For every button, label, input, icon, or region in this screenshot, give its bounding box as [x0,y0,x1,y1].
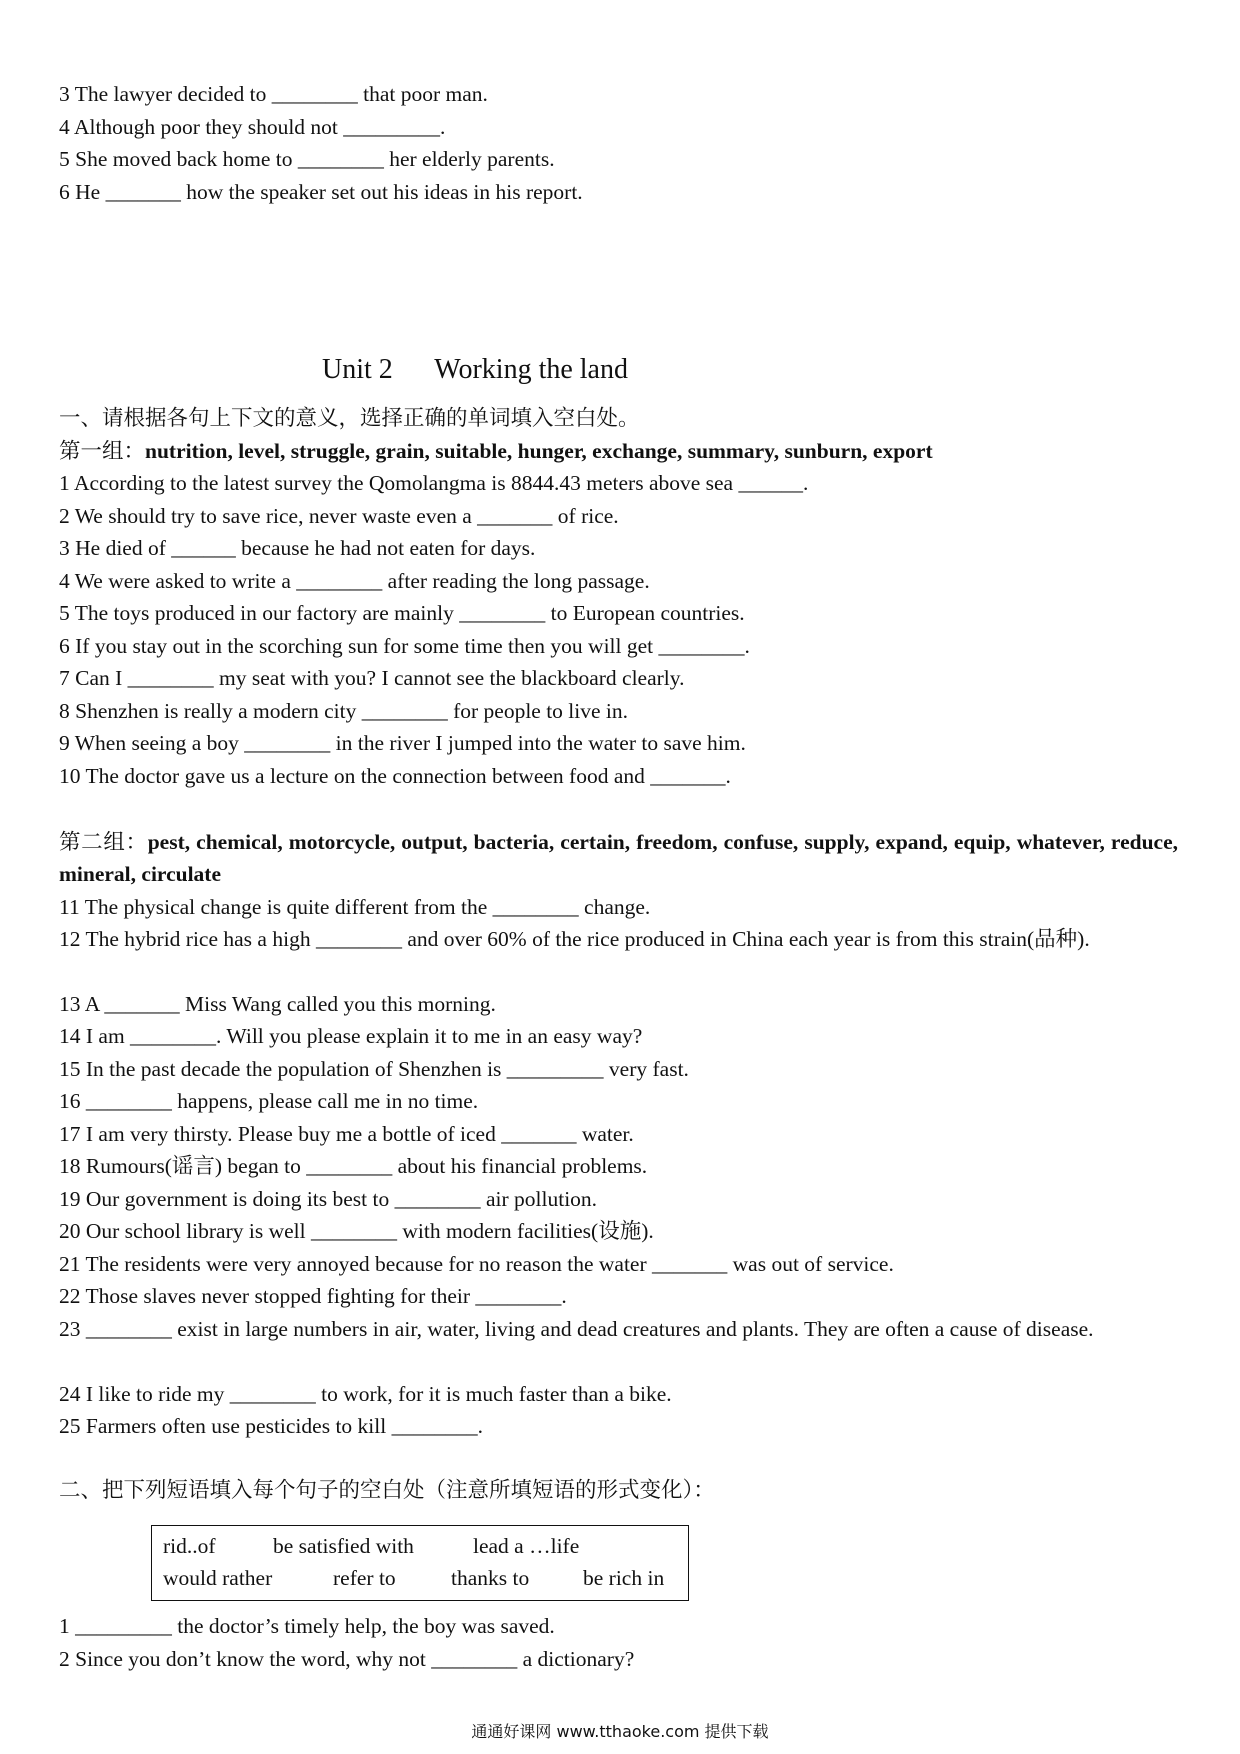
exercise-item: 16 ________ happens, please call me in no time. [59,1089,479,1113]
group-2-word-list [59,826,1178,890]
phrase: rid..of [163,1534,216,1558]
exercise-item: 18 Rumours(谣言) began to ________ about his financial problems. [59,1154,648,1178]
word-bank: pest, chemical, motorcycle, output, bacteria, certain, freedom, confuse, supply, expand, equip, whatever, reduce, mineral, circulate [59,830,1178,886]
exercise-item: 2 We should try to save rice, never waste even a _______ of rice. [59,504,619,528]
exercise-item: 12 The hybrid rice has a high ________ and over 60% of the rice produced in China each year is from this strain(品种). [59,927,1090,951]
exercise-item: 23 ________ exist in large numbers in air, water, living and dead creatures and plants. They are often a cause of disease. [59,1317,1094,1341]
exercise-item: 3 He died of ______ because he had not eaten for days. [59,536,536,560]
exercise-item: 24 I like to ride my ________ to work, for it is much faster than a bike. [59,1382,672,1406]
exercise-item: 20 Our school library is well ________ with modern facilities(设施). [59,1219,654,1243]
exercise-item: 6 He _______ how the speaker set out his ideas in his report. [59,180,583,204]
exercise-item: 1 According to the latest survey the Qomolangma is 8844.43 meters above sea ______. [59,471,809,495]
exercise-item: 6 If you stay out in the scorching sun for some time then you will get ________. [59,634,750,658]
page-footer: 通通好课网 www.tthaoke.com 提供下载 [471,1722,769,1741]
exercise-item: 5 The toys produced in our factory are mainly ________ to European countries. [59,601,745,625]
phrase: be satisfied with [273,1534,414,1558]
word-bank: nutrition, level, struggle, grain, suitable, hunger, exchange, summary, sunburn, export [145,439,933,463]
group-1-word-list [59,435,1178,467]
exercise-item: 4 Although poor they should not _________. [59,115,446,139]
phrase: thanks to [451,1566,530,1590]
exercise-item: 3 The lawyer decided to ________ that poor man. [59,82,488,106]
exercise-item: 7 Can I ________ my seat with you? I cannot see the blackboard clearly. [59,666,685,690]
exercise-item: 17 I am very thirsty. Please buy me a bottle of iced _______ water. [59,1122,634,1146]
exercise-item: 14 I am ________. Will you please explain it to me in an easy way? [59,1024,643,1048]
exercise-item: 25 Farmers often use pesticides to kill ________. [59,1414,483,1438]
exercise-item: 13 A _______ Miss Wang called you this morning. [59,992,496,1016]
phrase: be rich in [583,1566,665,1590]
exercise-item: 15 In the past decade the population of Shenzhen is _________ very fast. [59,1057,689,1081]
phrase-box [151,1525,689,1601]
section-heading: 一、请根据各句上下文的意义，选择正确的单词填入空白处。 [59,406,640,430]
exercise-item: 4 We were asked to write a ________ after reading the long passage. [59,569,650,593]
group-label: 第二组： [59,830,148,854]
exercise-item: 10 The doctor gave us a lecture on the connection between food and _______. [59,764,731,788]
exercise-item: 19 Our government is doing its best to ________ air pollution. [59,1187,598,1211]
section-heading: 二、把下列短语填入每个句子的空白处（注意所填短语的形式变化）： [59,1478,715,1502]
exercise-item: 1 _________ the doctor’s timely help, the boy was saved. [59,1614,555,1638]
exercise-item: 9 When seeing a boy ________ in the river I jumped into the water to save him. [59,731,746,755]
exercise-item: 11 The physical change is quite different from the ________ change. [59,895,651,919]
exercise-item: 5 She moved back home to ________ her elderly parents. [59,147,555,171]
unit-title: Unit 2 Working the land [322,354,628,385]
phrase: lead a …life [473,1534,580,1558]
exercise-item: 22 Those slaves never stopped fighting for their ________. [59,1284,567,1308]
exercise-item: 8 Shenzhen is really a modern city ________ for people to live in. [59,699,629,723]
phrase: refer to [333,1566,396,1590]
exercise-item: 21 The residents were very annoyed because for no reason the water _______ was out of service. [59,1252,894,1276]
exercise-item: 2 Since you don’t know the word, why not ________ a dictionary? [59,1647,635,1671]
group-label: 第一组： [59,439,146,463]
phrase: would rather [163,1566,273,1590]
